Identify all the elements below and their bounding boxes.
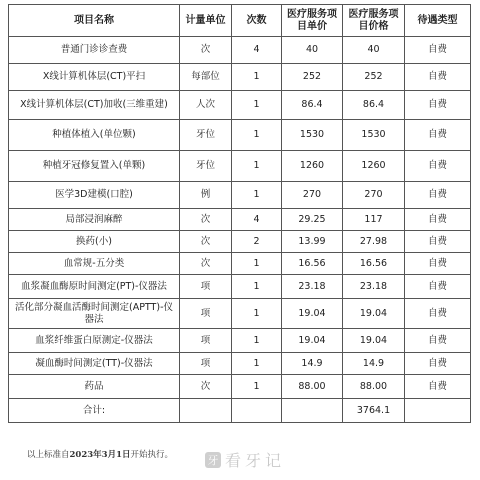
col-header-count: 次数 (232, 5, 282, 37)
cell-benefit-type: 自费 (405, 353, 471, 375)
total-value: 3764.1 (343, 399, 405, 423)
cell-benefit-type: 自费 (405, 151, 471, 182)
table-row (9, 91, 471, 120)
cell-count: 2 (232, 231, 282, 253)
cell-price: 27.98 (343, 231, 405, 253)
cell-unit-price: 88.00 (282, 375, 343, 399)
cell-count: 1 (232, 91, 282, 120)
header-row (9, 5, 471, 37)
cell-unit-price: 252 (282, 64, 343, 91)
cell-price: 1260 (343, 151, 405, 182)
cell-item-name: 药品 (9, 375, 180, 399)
cell-item-name: 种植牙冠修复置入(单颗) (9, 151, 180, 182)
cell-unit-price: 16.56 (282, 253, 343, 275)
cell-item-name: 血常规-五分类 (9, 253, 180, 275)
total-empty-cell (405, 399, 471, 423)
table-row (9, 253, 471, 275)
cell-unit: 人次 (180, 91, 232, 120)
cell-unit: 项 (180, 275, 232, 299)
total-row (9, 399, 471, 423)
cell-benefit-type: 自费 (405, 253, 471, 275)
cell-benefit-type: 自费 (405, 209, 471, 231)
footnote (27, 448, 173, 460)
cell-price: 19.04 (343, 299, 405, 329)
cell-unit-price: 23.18 (282, 275, 343, 299)
cell-count: 1 (232, 120, 282, 151)
table-row (9, 353, 471, 375)
table-row (9, 64, 471, 91)
cell-unit: 项 (180, 299, 232, 329)
cell-benefit-type: 自费 (405, 329, 471, 353)
col-header-item-name: 项目名称 (9, 5, 180, 37)
table-row (9, 37, 471, 64)
col-header-unit-price: 医疗服务项目单价 (282, 5, 343, 37)
cell-count: 4 (232, 37, 282, 64)
cell-item-name: 血浆凝血酶原时间测定(PT)-仪器法 (9, 275, 180, 299)
table-row (9, 182, 471, 209)
cell-count: 1 (232, 151, 282, 182)
footnote-suffix: 开始执行。 (130, 450, 174, 460)
cell-price: 16.56 (343, 253, 405, 275)
cell-price: 19.04 (343, 329, 405, 353)
cell-count: 1 (232, 353, 282, 375)
table-row (9, 231, 471, 253)
total-empty-cell (282, 399, 343, 423)
cell-benefit-type: 自费 (405, 64, 471, 91)
cell-unit-price: 40 (282, 37, 343, 64)
cell-unit: 项 (180, 329, 232, 353)
cell-unit-price: 270 (282, 182, 343, 209)
cell-count: 1 (232, 299, 282, 329)
cell-count: 1 (232, 64, 282, 91)
table-row (9, 375, 471, 399)
total-label: 合计: (9, 399, 180, 423)
cell-unit-price: 1260 (282, 151, 343, 182)
cell-count: 4 (232, 209, 282, 231)
cell-unit: 牙位 (180, 120, 232, 151)
cell-item-name: 普通门诊诊查费 (9, 37, 180, 64)
cell-item-name: 血浆纤维蛋白原测定-仪器法 (9, 329, 180, 353)
footnote-prefix: 以上标准自 (27, 450, 70, 460)
cell-unit-price: 29.25 (282, 209, 343, 231)
cell-unit: 次 (180, 209, 232, 231)
cell-item-name: 换药(小) (9, 231, 180, 253)
table-row (9, 151, 471, 182)
cell-count: 1 (232, 329, 282, 353)
cell-benefit-type: 自费 (405, 375, 471, 399)
table-row (9, 275, 471, 299)
cell-unit-price: 19.04 (282, 299, 343, 329)
col-header-benefit-type: 待遇类型 (405, 5, 471, 37)
cell-benefit-type: 自费 (405, 231, 471, 253)
cell-benefit-type: 自费 (405, 275, 471, 299)
cell-price: 40 (343, 37, 405, 64)
cell-unit: 次 (180, 375, 232, 399)
table-row (9, 209, 471, 231)
cell-unit-price: 19.04 (282, 329, 343, 353)
cell-benefit-type: 自费 (405, 182, 471, 209)
footnote-date: 2023年3月1日 (69, 450, 131, 460)
cell-item-name: 种植体植入(单位颗) (9, 120, 180, 151)
cell-benefit-type: 自费 (405, 299, 471, 329)
cell-benefit-type: 自费 (405, 37, 471, 64)
cell-price: 252 (343, 64, 405, 91)
cell-benefit-type: 自费 (405, 120, 471, 151)
cell-price: 1530 (343, 120, 405, 151)
total-empty-cell (180, 399, 232, 423)
col-header-price: 医疗服务项目价格 (343, 5, 405, 37)
cell-unit-price: 14.9 (282, 353, 343, 375)
cell-item-name: 凝血酶时间测定(TT)-仪器法 (9, 353, 180, 375)
fee-table (8, 4, 471, 423)
cell-unit-price: 1530 (282, 120, 343, 151)
table-row (9, 299, 471, 329)
cell-price: 88.00 (343, 375, 405, 399)
cell-price: 23.18 (343, 275, 405, 299)
cell-item-name: X线计算机体层(CT)加收(三维重建) (9, 91, 180, 120)
table-row (9, 329, 471, 353)
cell-count: 1 (232, 275, 282, 299)
cell-item-name: 局部浸润麻醉 (9, 209, 180, 231)
cell-unit-price: 13.99 (282, 231, 343, 253)
cell-item-name: 医学3D建模(口腔) (9, 182, 180, 209)
cell-unit: 次 (180, 231, 232, 253)
cell-unit: 牙位 (180, 151, 232, 182)
cell-unit: 每部位 (180, 64, 232, 91)
total-empty-cell (232, 399, 282, 423)
cell-unit-price: 86.4 (282, 91, 343, 120)
cell-count: 1 (232, 182, 282, 209)
table-row (9, 120, 471, 151)
cell-unit: 次 (180, 37, 232, 64)
cell-count: 1 (232, 253, 282, 275)
cell-price: 86.4 (343, 91, 405, 120)
watermark (205, 448, 285, 471)
cell-price: 14.9 (343, 353, 405, 375)
cell-price: 117 (343, 209, 405, 231)
col-header-unit: 计量单位 (180, 5, 232, 37)
cell-item-name: X线计算机体层(CT)平扫 (9, 64, 180, 91)
cell-price: 270 (343, 182, 405, 209)
watermark-logo-icon: 牙 (205, 452, 221, 468)
cell-unit: 例 (180, 182, 232, 209)
cell-unit: 次 (180, 253, 232, 275)
watermark-text: 看牙记 (225, 451, 286, 470)
cell-unit: 项 (180, 353, 232, 375)
cell-item-name: 活化部分凝血活酶时间测定(APTT)-仪器法 (9, 299, 180, 329)
cell-count: 1 (232, 375, 282, 399)
cell-benefit-type: 自费 (405, 91, 471, 120)
